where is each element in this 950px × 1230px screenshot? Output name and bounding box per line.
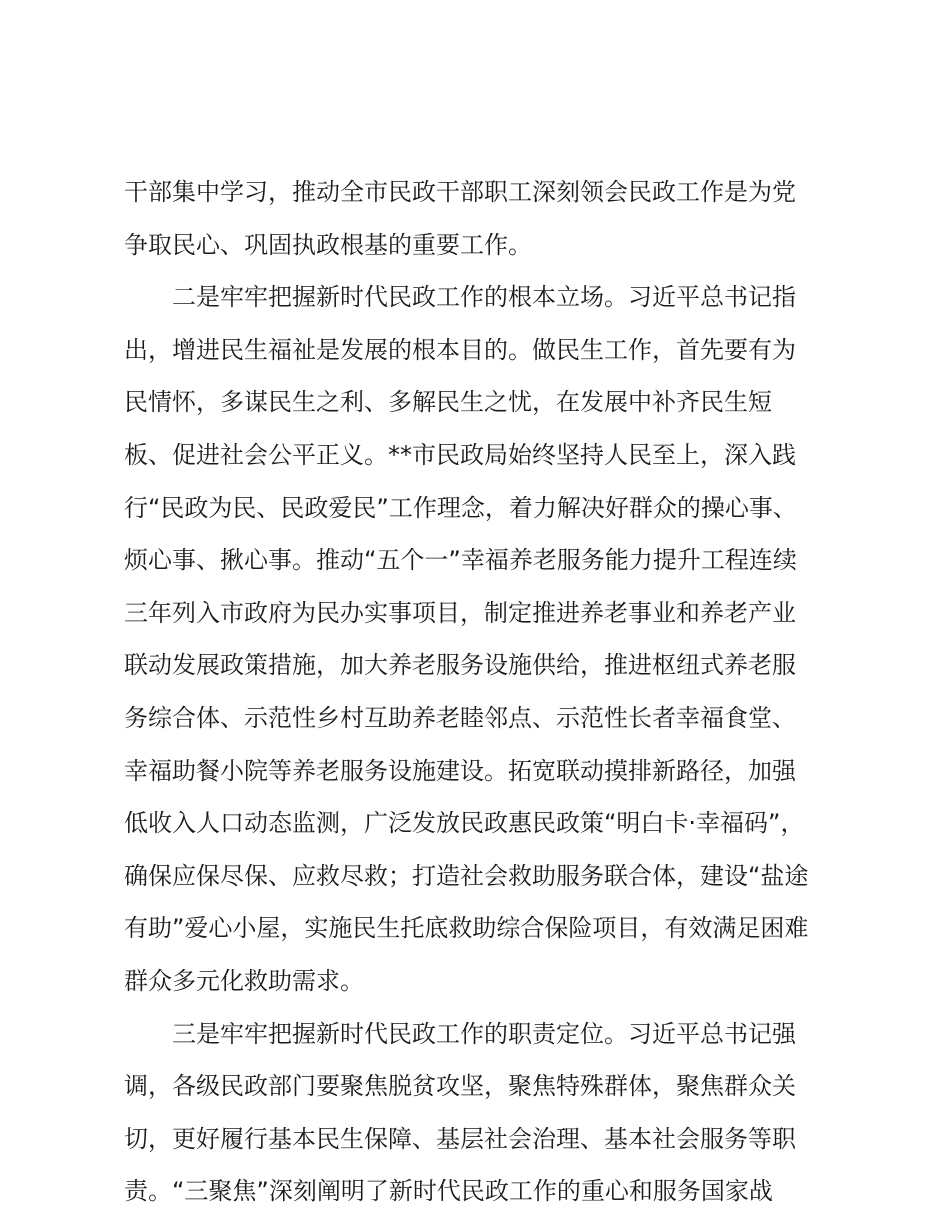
text-line: 务综合体、示范性乡村互助养老睦邻点、示范性长者幸福食堂、 xyxy=(124,703,796,732)
text-line: 二是牢牢把握新时代民政工作的根本立场。习近平总书记指 xyxy=(172,283,796,312)
text-line: 板、促进社会公平正义。**市民政局始终坚持人民至上，深入践 xyxy=(124,440,796,469)
text-line: 低收入人口动态监测，广泛发放民政惠民政策“明白卡·幸福码”， xyxy=(124,809,805,838)
text-line: 确保应保尽保、应救尽救；打造社会救助服务联合体，建设“盐途 xyxy=(124,861,809,890)
paragraph-fundamental-stance xyxy=(124,271,830,1007)
text-line: 切，更好履行基本民生保障、基层社会治理、基本社会服务等职 xyxy=(124,1124,796,1153)
text-line: 民情怀，多谋民生之利、多解民生之忧，在发展中补齐民生短 xyxy=(124,388,772,417)
text-line: 三是牢牢把握新时代民政工作的职责定位。习近平总书记强 xyxy=(172,1019,796,1048)
text-line: 行“民政为民、民政爱民”工作理念，着力解决好群众的操心事、 xyxy=(124,493,797,522)
text-line: 出，增进民生福祉是发展的根本目的。做民生工作，首先要有为 xyxy=(124,335,796,364)
document-body xyxy=(124,166,830,1218)
paragraph-continued xyxy=(124,166,830,271)
text-line: 有助”爱心小屋，实施民生托底救助综合保险项目，有效满足困难 xyxy=(124,914,809,943)
text-line: 责。“三聚焦”深刻阐明了新时代民政工作的重心和服务国家战 xyxy=(124,1177,773,1206)
text-line: 群众多元化救助需求。 xyxy=(124,966,364,995)
text-line: 三年列入市政府为民办实事项目，制定推进养老事业和养老产业 xyxy=(124,598,796,627)
text-line: 干部集中学习，推动全市民政干部职工深刻领会民政工作是为党 xyxy=(124,178,796,206)
paragraph-responsibility xyxy=(124,1008,830,1218)
text-line: 烦心事、揪心事。推动“五个一”幸福养老服务能力提升工程连续 xyxy=(124,546,797,575)
text-line: 幸福助餐小院等养老服务设施建设。拓宽联动摸排新路径，加强 xyxy=(124,756,796,785)
text-line: 争取民心、巩固执政根基的重要工作。 xyxy=(124,230,532,259)
text-line: 调，各级民政部门要聚焦脱贫攻坚，聚焦特殊群体，聚焦群众关 xyxy=(124,1072,796,1101)
text-line: 联动发展政策措施，加大养老服务设施供给，推进枢纽式养老服 xyxy=(124,651,796,680)
